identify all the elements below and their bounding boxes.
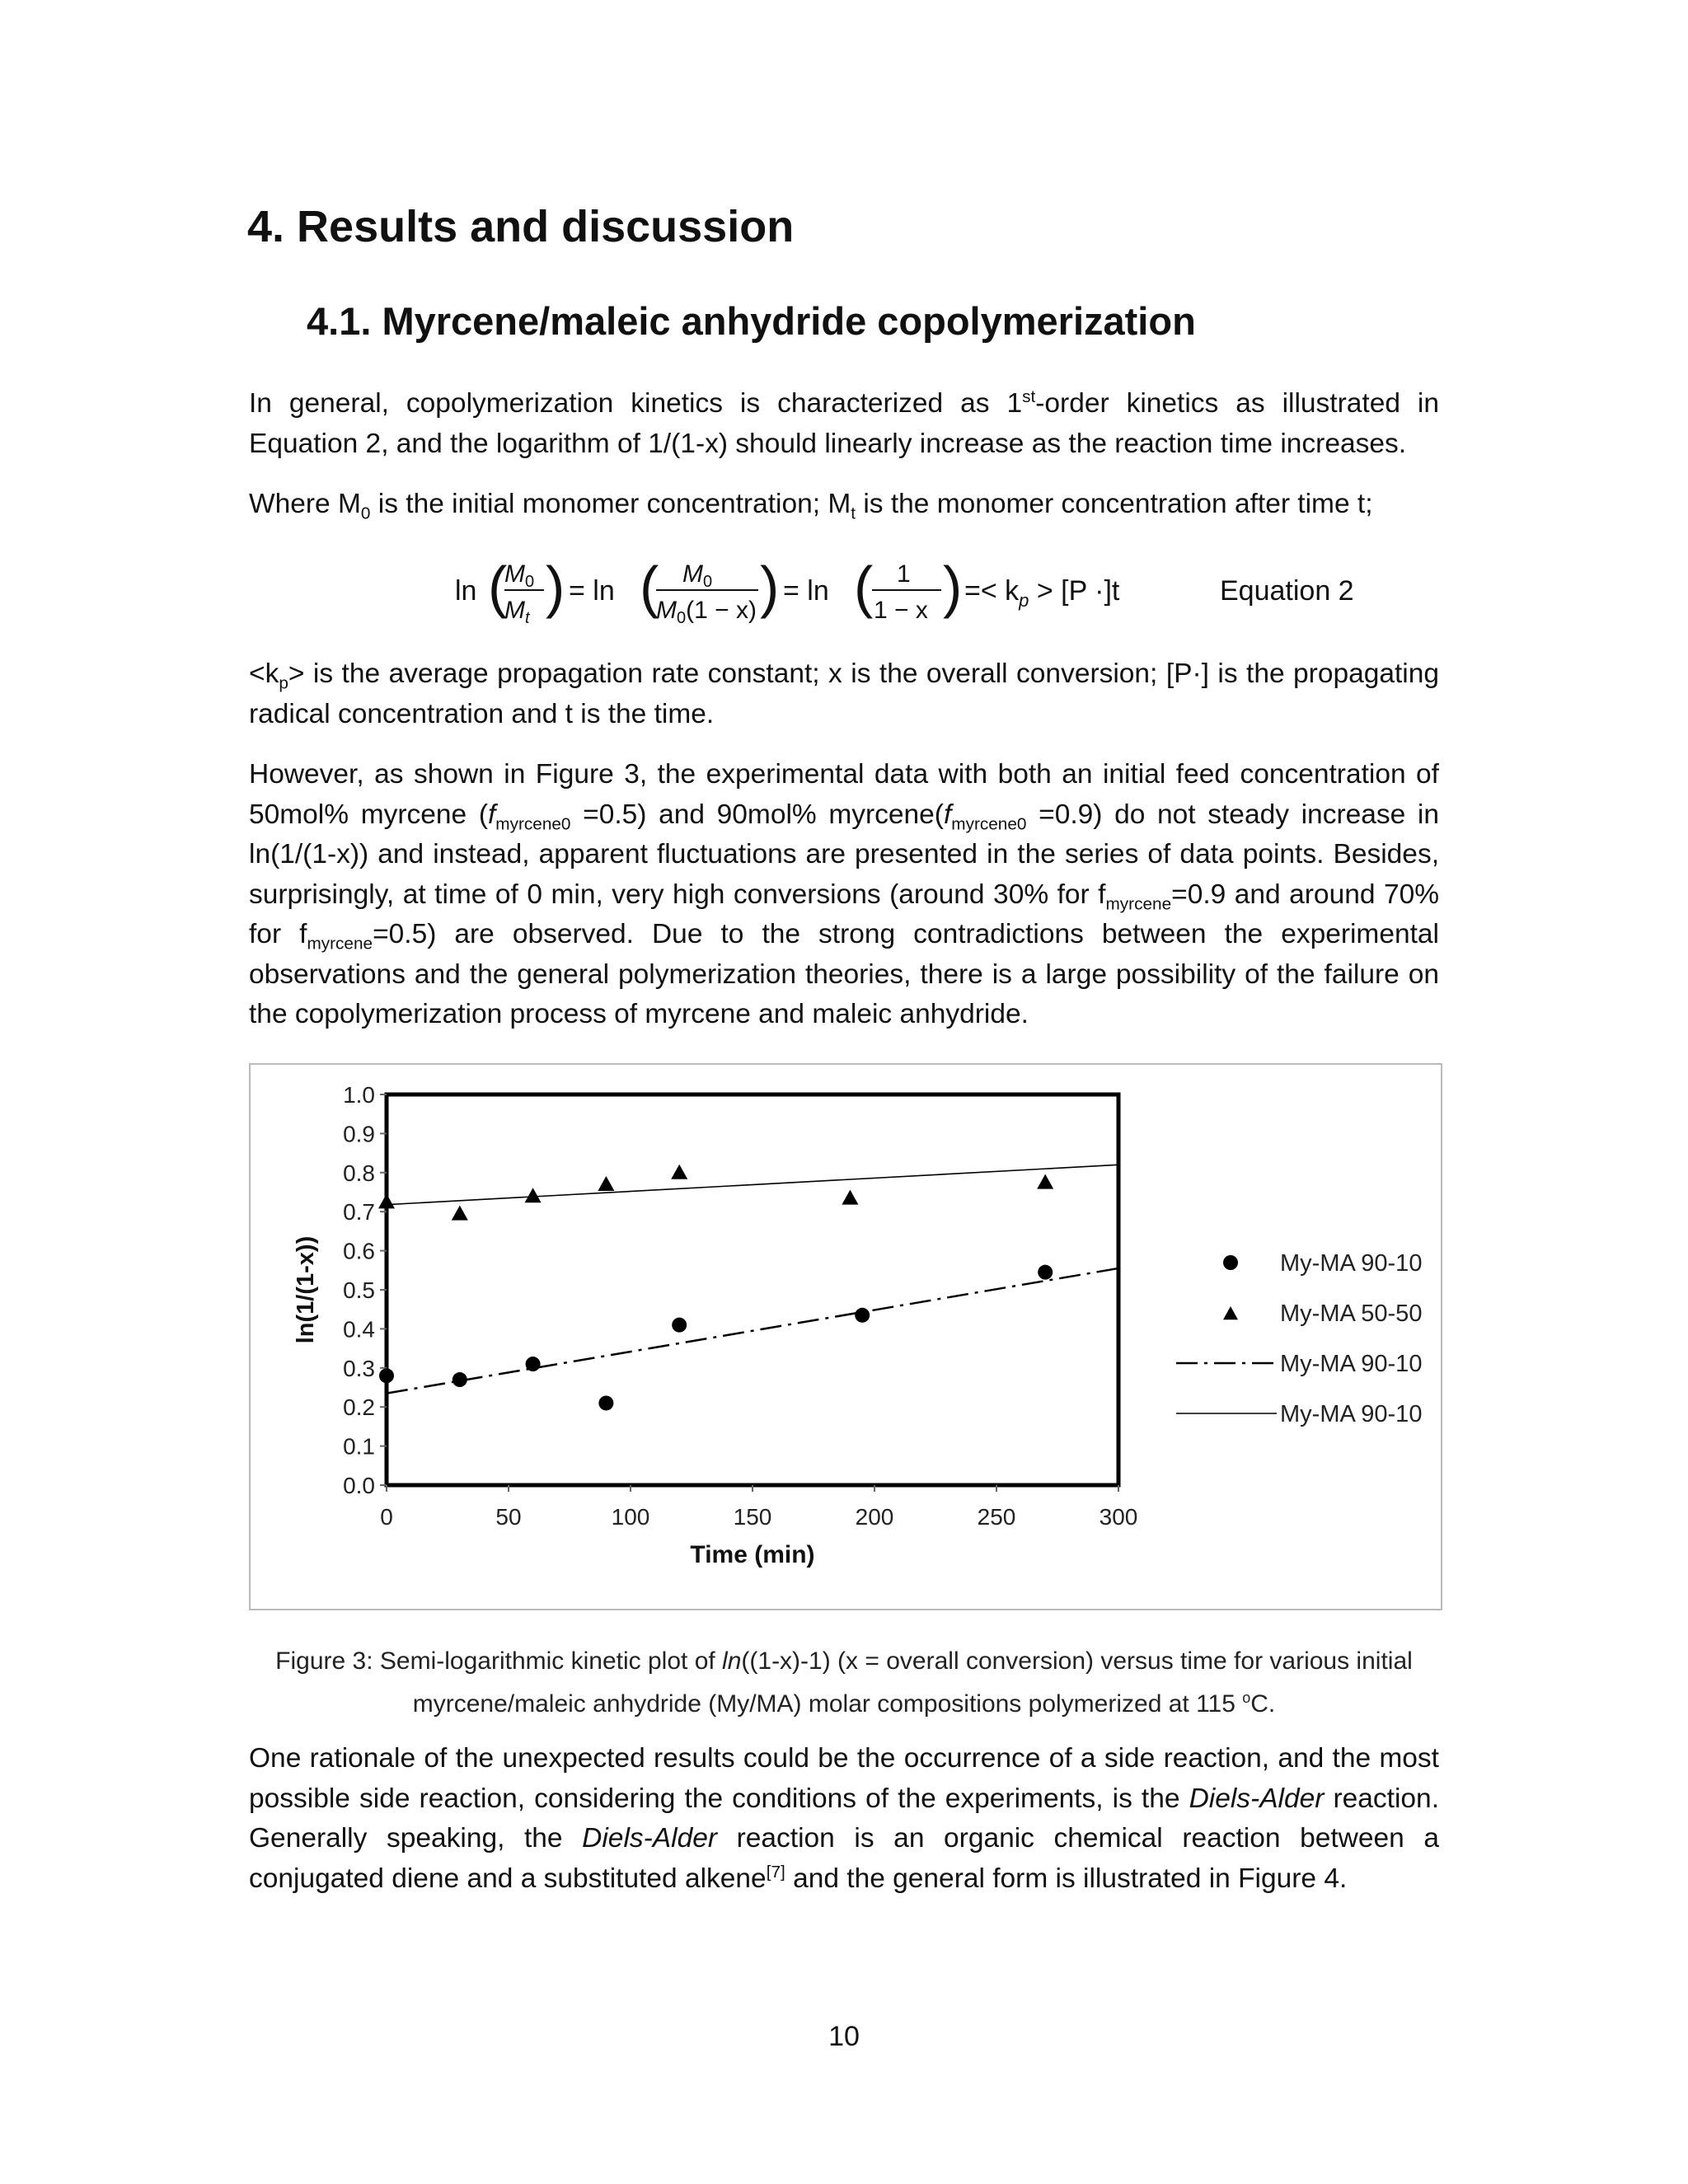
x-tick-label: 50: [495, 1504, 522, 1530]
kinetic-plot: [251, 1065, 1441, 1609]
eq-rhs: =< $k_p > [P \cdot]t$: [964, 575, 1120, 611]
data-point-circle: [1038, 1265, 1053, 1280]
data-point-triangle: [452, 1206, 468, 1221]
legend-label: My-MA 90-10: [1280, 1401, 1423, 1427]
y-tick-label: 1.0: [343, 1082, 375, 1108]
x-tick-label: 150: [733, 1504, 772, 1530]
trendline-dash-dot: [387, 1268, 1118, 1394]
data-point-triangle: [598, 1176, 614, 1191]
data-point-triangle: [1037, 1174, 1053, 1189]
legend-label: My-MA 90-10: [1280, 1351, 1423, 1377]
trendline-solid: [387, 1165, 1118, 1204]
eq-m0-numerator-2: $M_0$: [682, 560, 713, 591]
y-tick-label: 0.0: [343, 1473, 375, 1498]
eq-paren-open-2: (: [640, 555, 659, 619]
x-tick-label: 100: [611, 1504, 650, 1530]
eq-denominator-3: 1 − x: [874, 597, 928, 624]
data-point-circle: [672, 1318, 687, 1333]
paragraph-kp: $<k_p>$ is the average propagation rate constant; x is the overall conversion; [P·] is the propagating radical concentration and t is the time.: [249, 658, 1439, 729]
y-tick-label: 0.2: [343, 1394, 375, 1421]
eq-denominator-2: $M_0(1 - x)$: [656, 597, 757, 627]
data-point-circle: [452, 1372, 467, 1387]
eq-mt-denominator: $M_t$: [504, 597, 530, 627]
y-tick-label: 0.8: [343, 1160, 375, 1186]
y-tick-label: 0.6: [343, 1238, 375, 1264]
x-tick-label: 300: [1099, 1504, 1138, 1530]
x-tick-label: 200: [855, 1504, 894, 1530]
paragraph-intro: In general, copolymerization kinetics is characterized as 1st-order kinetics as illustrated in Equation 2, and the logarithm of 1/(1-x) should linearly increase as the reaction time increases.: [249, 387, 1440, 459]
paragraph-rationale: One rationale of the unexpected results could be the occurrence of a side reaction, and the most possible side reaction, considering the conditions of the experiments, is the Diels-Alder reaction. Generally speaking, the Diels-Alder reaction is an organic chemical reaction between a conjugated diene and a substituted alkene[7] and the general form is illustrated in Figure 4.: [249, 1743, 1439, 1894]
data-point-triangle: [525, 1188, 542, 1202]
y-tick-label: 0.4: [343, 1316, 375, 1343]
eq-m0-numerator: $M_0$: [504, 560, 535, 591]
data-point-circle: [598, 1395, 613, 1410]
data-point-triangle: [842, 1190, 858, 1205]
x-axis-title: Time (min): [690, 1541, 815, 1568]
equation-label: Equation 2: [1220, 575, 1354, 607]
eq-paren-close-2: ): [760, 555, 780, 619]
eq-one: 1: [897, 560, 911, 588]
data-point-circle: [526, 1357, 541, 1371]
eq-ln-1: ln: [455, 575, 477, 607]
x-tick-label: 250: [977, 1504, 1016, 1530]
data-point-triangle: [671, 1165, 687, 1179]
section-heading: 4. Results and discussion: [247, 202, 795, 251]
data-point-triangle: [378, 1193, 395, 1208]
eq-equals-ln-1: = ln: [569, 575, 615, 607]
plot-area-frame: [387, 1094, 1118, 1485]
x-tick-label: 0: [380, 1504, 393, 1530]
y-tick-label: 0.9: [343, 1121, 375, 1147]
figure-caption: Figure 3: Semi-logarithmic kinetic plot of ln((1-x)-1) (x = overall conversion) versus time for various initial myrcene/maleic anhydride (My/MA) molar compositions polymerized at 115 $^o$C.: [275, 1647, 1413, 1718]
eq-paren-close-3: ): [943, 555, 963, 619]
eq-paren-open-3: (: [854, 555, 874, 619]
figure-3: [249, 1063, 1442, 1610]
paragraph-however: However, as shown in Figure 3, the experimental data with both an initial feed concentration of 50mol% myrcene $(f_{myrcene0} =0.5)$ and 90mol% $myrcene(f_{myrcene0} =0.9)$ do not steady increase in ln(1/(1-x)) and instead, apparent fluctuations are presented in the series of data points. Besides, surprisingly, at time of 0 min, very high conversions (around 30% for $f_{myrcene}=0.9$ and around 70% for $f_{myrcene}=0.5$) are observed. Due to the strong contradictions between the experimental observations and the general polymerization theories, there is a large possibility of the failure on the copolymerization process of myrcene and maleic anhydride.: [249, 759, 1439, 1029]
eq-paren-close-1: ): [546, 555, 565, 619]
subsection-heading: 4.1. Myrcene/maleic anhydride copolymerization: [307, 299, 1196, 343]
data-point-circle: [855, 1308, 870, 1323]
legend-marker-triangle: [1223, 1306, 1238, 1319]
data-point-circle: [379, 1368, 394, 1383]
legend: [1176, 1250, 1422, 1427]
y-tick-label: 0.3: [343, 1355, 375, 1381]
y-axis-title: ln(1/(1-x)): [293, 1235, 319, 1344]
y-tick-label: 0.5: [343, 1277, 375, 1303]
legend-marker-circle: [1223, 1255, 1238, 1270]
y-tick-label: 0.1: [343, 1433, 375, 1460]
y-tick-label: 0.7: [343, 1199, 375, 1226]
page-number: 10: [828, 2021, 860, 2052]
paragraph-where: Where $M_0$ is the initial monomer concentration; $M_t$ is the monomer concentration after time t;: [249, 489, 1373, 523]
legend-label: My-MA 90-10: [1280, 1250, 1423, 1277]
legend-label: My-MA 50-50: [1280, 1301, 1423, 1327]
eq-equals-ln-2: = ln: [783, 575, 829, 607]
eq-paren-open-1: (: [488, 555, 508, 619]
